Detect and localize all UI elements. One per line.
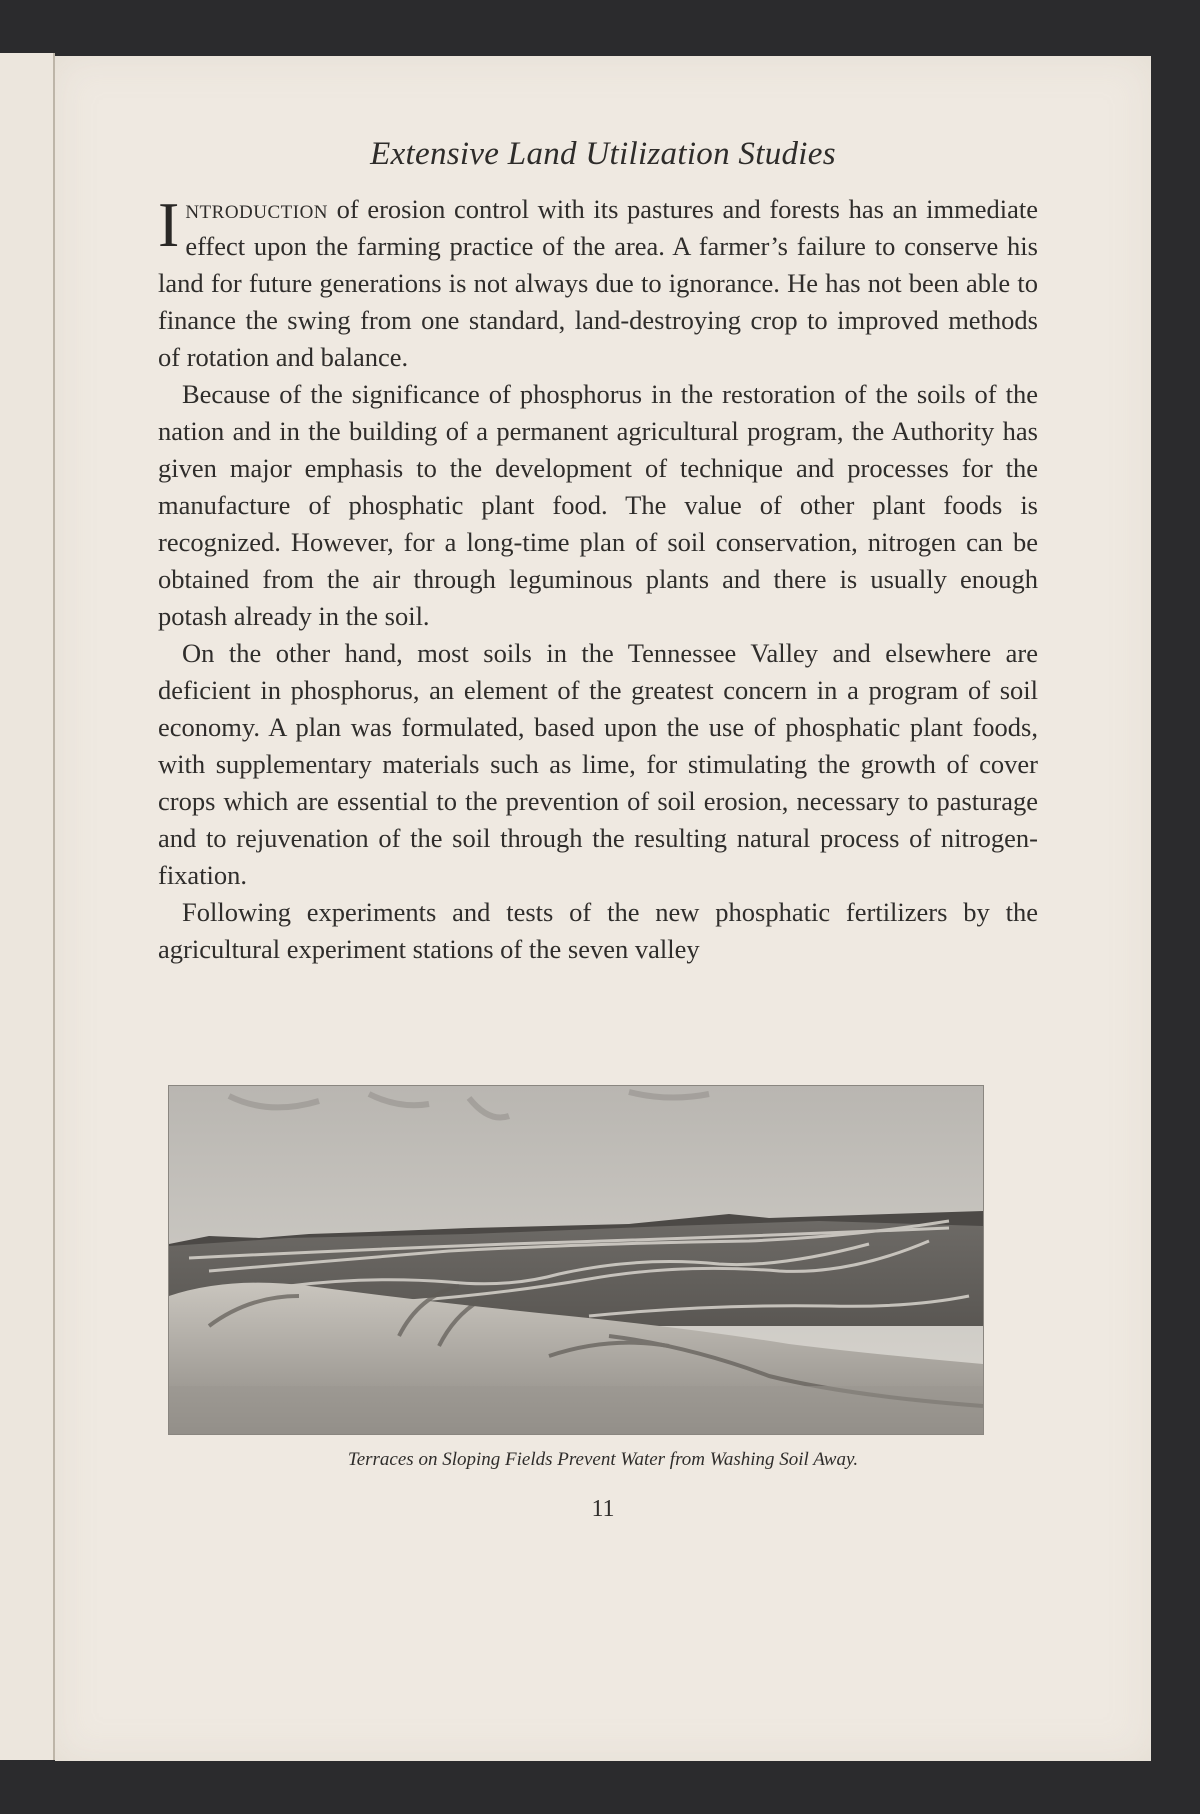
figure-caption: Terraces on Sloping Fields Prevent Water from Washing Soil Away. <box>347 1449 859 1470</box>
running-head: Extensive Land Utilization Studies <box>370 136 836 172</box>
body-text <box>158 191 1038 968</box>
paragraph-intro <box>158 191 1038 376</box>
paragraph-experiments: Following experiments and tests of the new phosphatic fertilizers by the agricultural experiment stations of the seven valley <box>158 897 1038 964</box>
small-caps-lead: ntroduction <box>185 194 329 224</box>
drop-cap: I <box>158 189 180 260</box>
paragraph-text: of erosion control with its pastures and forests has an immediate effect upon the farming practice of the area. A farmer’s failure to conserve his land for future generations is not always due to ignorance. He has not been able to finance the swing from one standard, land-destroying crop to improved methods of rotation and balance. <box>158 194 1038 372</box>
paragraph-phosphorus: Because of the significance of phosphorus in the restoration of the soils of the nation and in the building of a permanent agricultural program, the Authority has given major emphasis to the development of technique and processes for the manufacture of phosphatic plant food. The value of other plant foods is recognized. However, for a long-time plan of soil conservation, nitrogen can be obtained from the air through leguminous plants and there is usually enough potash already in the soil. <box>158 379 1038 631</box>
page-number: 11 <box>591 1496 615 1522</box>
book-page <box>55 56 1151 1761</box>
paragraph-deficiency: On the other hand, most soils in the Tennessee Valley and elsewhere are deficient in phosphorus, an element of the greatest concern in a program of soil economy. A plan was formulated, based upon the use of phosphatic plant foods, with supplementary materials such as lime, for stimulating the growth of cover crops which are essential to the prevention of soil erosion, necessary to pasturage and to rejuvenation of the soil through the resulting natural process of nitrogen-fixation. <box>158 638 1038 890</box>
facing-page-edge <box>0 53 55 1760</box>
terrace-photograph <box>168 1085 984 1435</box>
